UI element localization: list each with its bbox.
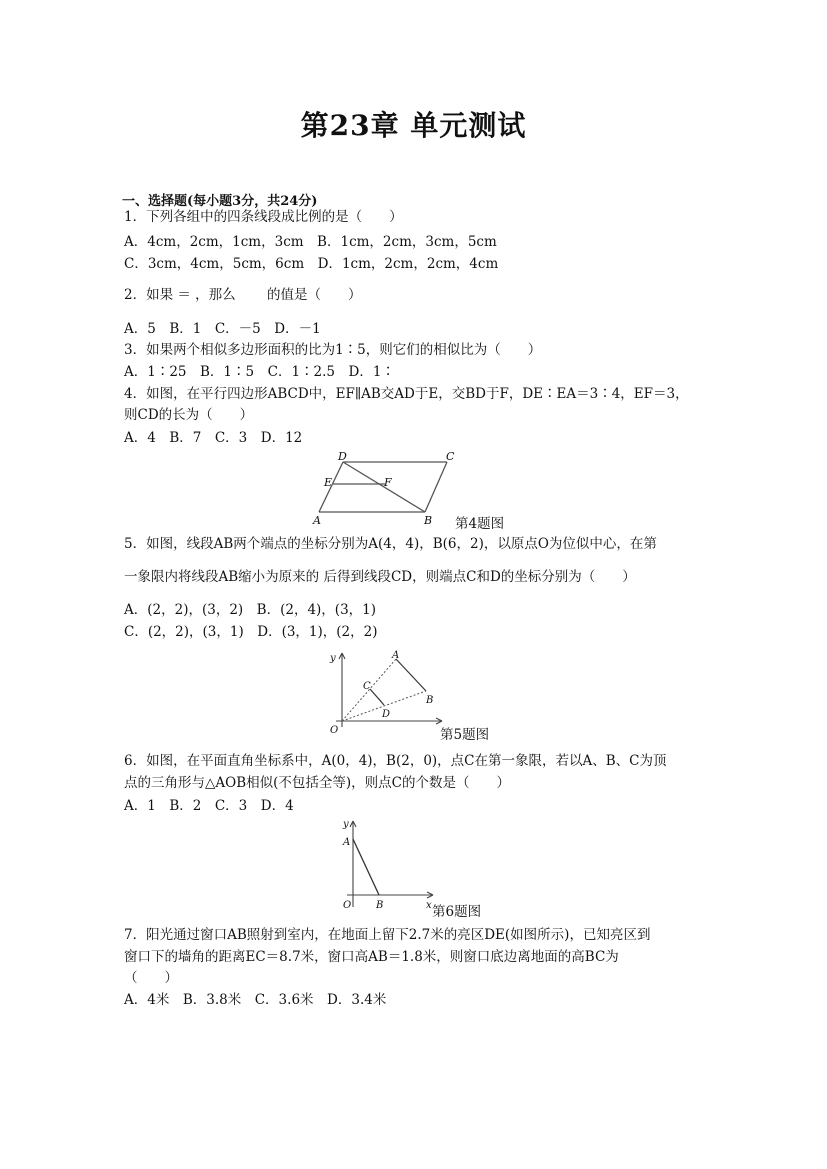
q4-label-c: C xyxy=(446,450,455,463)
q5-figure xyxy=(320,645,450,740)
q7-stem-line1: 7．阳光通过窗口AB照射到室内，在地面上留下2.7米的亮区DE(如图所示)，已知亮区到 xyxy=(124,927,651,943)
q4-options: A．4 B．7 C．3 D．12 xyxy=(124,430,303,446)
q4-label-e: E xyxy=(324,476,333,489)
q1-options-ab: A．4cm，2cm，1cm，3cm B．1cm，2cm，3cm，5cm xyxy=(124,234,497,250)
q3-stem: 3．如果两个相似多边形面积的比为1∶5，则它们的相似比为（ ） xyxy=(124,342,542,358)
q7-stem-line3: （ ） xyxy=(124,970,178,986)
q7-stem-line2: 窗口下的墙角的距离EC＝8.7米，窗口高AB＝1.8米，则窗口底边离地面的高BC为 xyxy=(124,949,619,965)
q2-options: A．5 B．1 C．－5 D．－1 xyxy=(124,321,321,337)
q4-line-cb xyxy=(425,462,447,512)
q5-label-a: A xyxy=(392,650,400,661)
q4-caption: 第4题图 xyxy=(455,516,505,532)
q6-options: A．1 B．2 C．3 D．4 xyxy=(124,798,294,814)
q6-figure xyxy=(335,815,440,915)
q4-figure xyxy=(305,448,465,530)
q1-stem: 1．下列各组中的四条线段成比例的是（ ） xyxy=(124,209,403,225)
q6-stem-line1: 6．如图，在平面直角坐标系中，A(0，4)，B(2，0)，点C在第一象限，若以A、B、C为顶 xyxy=(124,753,667,769)
q2-stem: 2．如果 ＝ ，那么 的值是（ ） xyxy=(124,287,362,303)
q4-stem-line1: 4．如图，在平行四边形ABCD中，EF∥AB交AD于E，交BD于F，DE∶EA＝3∶4，EF＝3， xyxy=(124,386,689,402)
q6-label-y: y xyxy=(343,819,349,830)
q6-stem-line2: 点的三角形与△AOB相似(不包括全等)，则点C的个数是（ ） xyxy=(124,775,510,791)
q6-label-b: B xyxy=(376,900,384,911)
section-heading: 一、选择题(每小题3分，共24分) xyxy=(122,194,318,209)
q5-stem-line1: 5．如图，线段AB两个端点的坐标分别为A(4，4)，B(6，2)，以原点O为位似中心，在第 xyxy=(124,536,657,552)
q7-options: A．4米 B．3.8米 C．3.6米 D．3.4米 xyxy=(124,992,387,1008)
q4-label-f: F xyxy=(384,476,392,489)
q6-segment-ab xyxy=(353,839,379,895)
q3-options: A．1∶25 B．1∶5 C．1∶2.5 D．1∶ xyxy=(124,364,395,380)
q4-label-d: D xyxy=(338,450,347,463)
q5-label-d: D xyxy=(382,709,391,720)
q5-segment-cd xyxy=(370,689,384,705)
q6-label-o: O xyxy=(343,900,352,911)
page-title: 第23章 单元测试 xyxy=(300,109,527,142)
q5-options-cd: C．(2，2)，(3，1) D．(3，1)，(2，2) xyxy=(124,624,378,640)
q5-stem-line2: 一象限内将线段AB缩小为原来的 后得到线段CD，则端点C和D的坐标分别为（ ） xyxy=(124,569,636,585)
q5-caption: 第5题图 xyxy=(440,727,490,743)
q5-label-o: O xyxy=(330,725,339,736)
q4-label-b: B xyxy=(424,514,433,527)
q5-label-b: B xyxy=(426,695,434,706)
q5-segment-ab xyxy=(396,659,426,691)
q5-label-y: y xyxy=(330,653,336,664)
q1-options-cd: C．3cm，4cm，5cm，6cm D．1cm，2cm，2cm，4cm xyxy=(124,256,499,272)
q6-label-x: x xyxy=(426,900,432,911)
q5-options-ab: A．(2，2)，(3，2) B．(2，4)，(3，1) xyxy=(124,602,377,618)
q6-caption: 第6题图 xyxy=(432,904,482,920)
q4-label-a: A xyxy=(313,514,321,527)
q6-label-a: A xyxy=(343,837,351,848)
q5-label-c: C xyxy=(363,681,371,692)
q4-stem-line2: 则CD的长为（ ） xyxy=(124,407,254,423)
